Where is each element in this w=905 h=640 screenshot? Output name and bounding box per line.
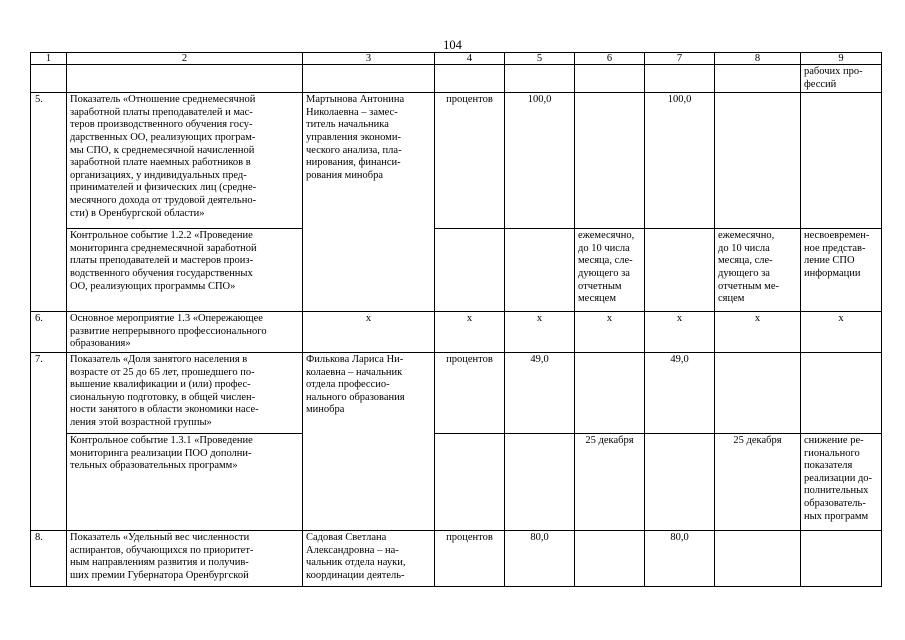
row-number: 7. — [31, 352, 67, 530]
table-cell — [435, 229, 505, 312]
table-cell — [715, 352, 801, 433]
page-number: 104 — [443, 38, 462, 52]
table-cell — [715, 530, 801, 586]
column-header: 3 — [303, 53, 435, 65]
table-cell — [435, 433, 505, 530]
value-cell: 49,0 — [645, 352, 715, 433]
table-cell — [645, 65, 715, 93]
table-cell — [801, 352, 882, 433]
table-cell — [575, 352, 645, 433]
activity-text: Основное мероприятие 1.3 «Опережающее развитие непрерывного профессионального образования» — [67, 312, 303, 353]
unit-cell: процентов — [435, 93, 505, 229]
row-number: 6. — [31, 312, 67, 353]
table-row — [31, 530, 882, 586]
table-cell — [505, 433, 575, 530]
indicator-text: Показатель «Отношение среднемесячной заработной платы преподавателей и мас- теров производственного обучения госу- дарственных ОО, реализующих програм- мы СПО, к среднемесячной начисленной заработной плате наемных работников в организациях, у индивидуальных пред- принимателей и физических лиц (средне- месячного дохода от трудовой деятельно- сти) в Оренбургской области» — [67, 93, 303, 229]
column-header: 1 — [31, 53, 67, 65]
table-cell — [645, 229, 715, 312]
deadline-cell: 25 декабря — [715, 433, 801, 530]
value-cell: 100,0 — [505, 93, 575, 229]
column-header: 8 — [715, 53, 801, 65]
column-number-row — [31, 53, 882, 65]
value-cell: 49,0 — [505, 352, 575, 433]
row-number: 5. — [31, 93, 67, 312]
control-event-text: Контрольное событие 1.3.1 «Проведение мониторинга реализации ПОО дополни- тельных образовательных программ» — [67, 433, 303, 530]
indicator-text: Показатель «Доля занятого населения в возрасте от 25 до 65 лет, прошедшего по- вышение квалификации и (или) профес- сиональную подготовку, в общей числен- ности занятого в области экономики насе- ления этой возрастной группы» — [67, 352, 303, 433]
table-row — [31, 229, 882, 312]
table-cell — [505, 229, 575, 312]
responsible-person: Мартынова Антонина Николаевна – замес- титель начальника управления экономи- ческого анализа, пла- нирования, финанси- рования минобра — [303, 93, 435, 312]
table-cell — [575, 530, 645, 586]
value-cell: 80,0 — [645, 530, 715, 586]
deadline-cell: 25 декабря — [575, 433, 645, 530]
value-cell: 100,0 — [645, 93, 715, 229]
unit-cell: процентов — [435, 352, 505, 433]
column-header: 6 — [575, 53, 645, 65]
column-header: 5 — [505, 53, 575, 65]
table-cell — [715, 93, 801, 229]
table-row — [31, 65, 882, 93]
table-cell — [67, 65, 303, 93]
deadline-cell: ежемесячно, до 10 числа месяца, сле- дующего за отчетным месяцем — [575, 229, 645, 312]
x-mark: х — [435, 312, 505, 353]
table-cell-risk: рабочих про- фессий — [801, 65, 882, 93]
value-cell: 80,0 — [505, 530, 575, 586]
indicator-text: Показатель «Удельный вес численности аспирантов, обучающихся по приоритет- ным направлениям развития и получив- ших премии Губернатора Оренбургской — [67, 530, 303, 586]
table-cell — [715, 65, 801, 93]
column-header: 4 — [435, 53, 505, 65]
table-cell — [575, 93, 645, 229]
x-mark: х — [645, 312, 715, 353]
x-mark: х — [505, 312, 575, 353]
control-event-text: Контрольное событие 1.2.2 «Проведение мониторинга среднемесячной заработной платы преподавателей и мастеров произ- водственного обучения государственных ОО, реализующих программы СПО» — [67, 229, 303, 312]
risk-cell: несвоевремен- ное представ- ление СПО информации — [801, 229, 882, 312]
table-cell — [435, 65, 505, 93]
table-cell — [575, 65, 645, 93]
x-mark: х — [575, 312, 645, 353]
table-cell — [303, 65, 435, 93]
table-row — [31, 352, 882, 433]
x-mark: х — [801, 312, 882, 353]
deadline-cell: ежемесячно, до 10 числа месяца, сле- дующего за отчетным ме- сяцем — [715, 229, 801, 312]
row-number: 8. — [31, 530, 67, 586]
table-cell — [31, 65, 67, 93]
column-header: 7 — [645, 53, 715, 65]
x-mark: х — [303, 312, 435, 353]
risk-cell: снижение ре- гионального показателя реализации до- полнительных образователь- ных программ — [801, 433, 882, 530]
column-header: 9 — [801, 53, 882, 65]
indicators-table — [30, 52, 882, 587]
table-row — [31, 93, 882, 229]
column-header: 2 — [67, 53, 303, 65]
table-cell — [645, 433, 715, 530]
table-cell — [801, 93, 882, 229]
unit-cell: процентов — [435, 530, 505, 586]
table-row — [31, 433, 882, 530]
table-cell — [801, 530, 882, 586]
responsible-person: Садовая Светлана Александровна – на- чальник отдела науки, координации деятель- — [303, 530, 435, 586]
x-mark: х — [715, 312, 801, 353]
table-cell — [505, 65, 575, 93]
table-row — [31, 312, 882, 353]
responsible-person: Филькова Лариса Ни- колаевна – начальник отдела профессио- нального образования минобра — [303, 352, 435, 530]
